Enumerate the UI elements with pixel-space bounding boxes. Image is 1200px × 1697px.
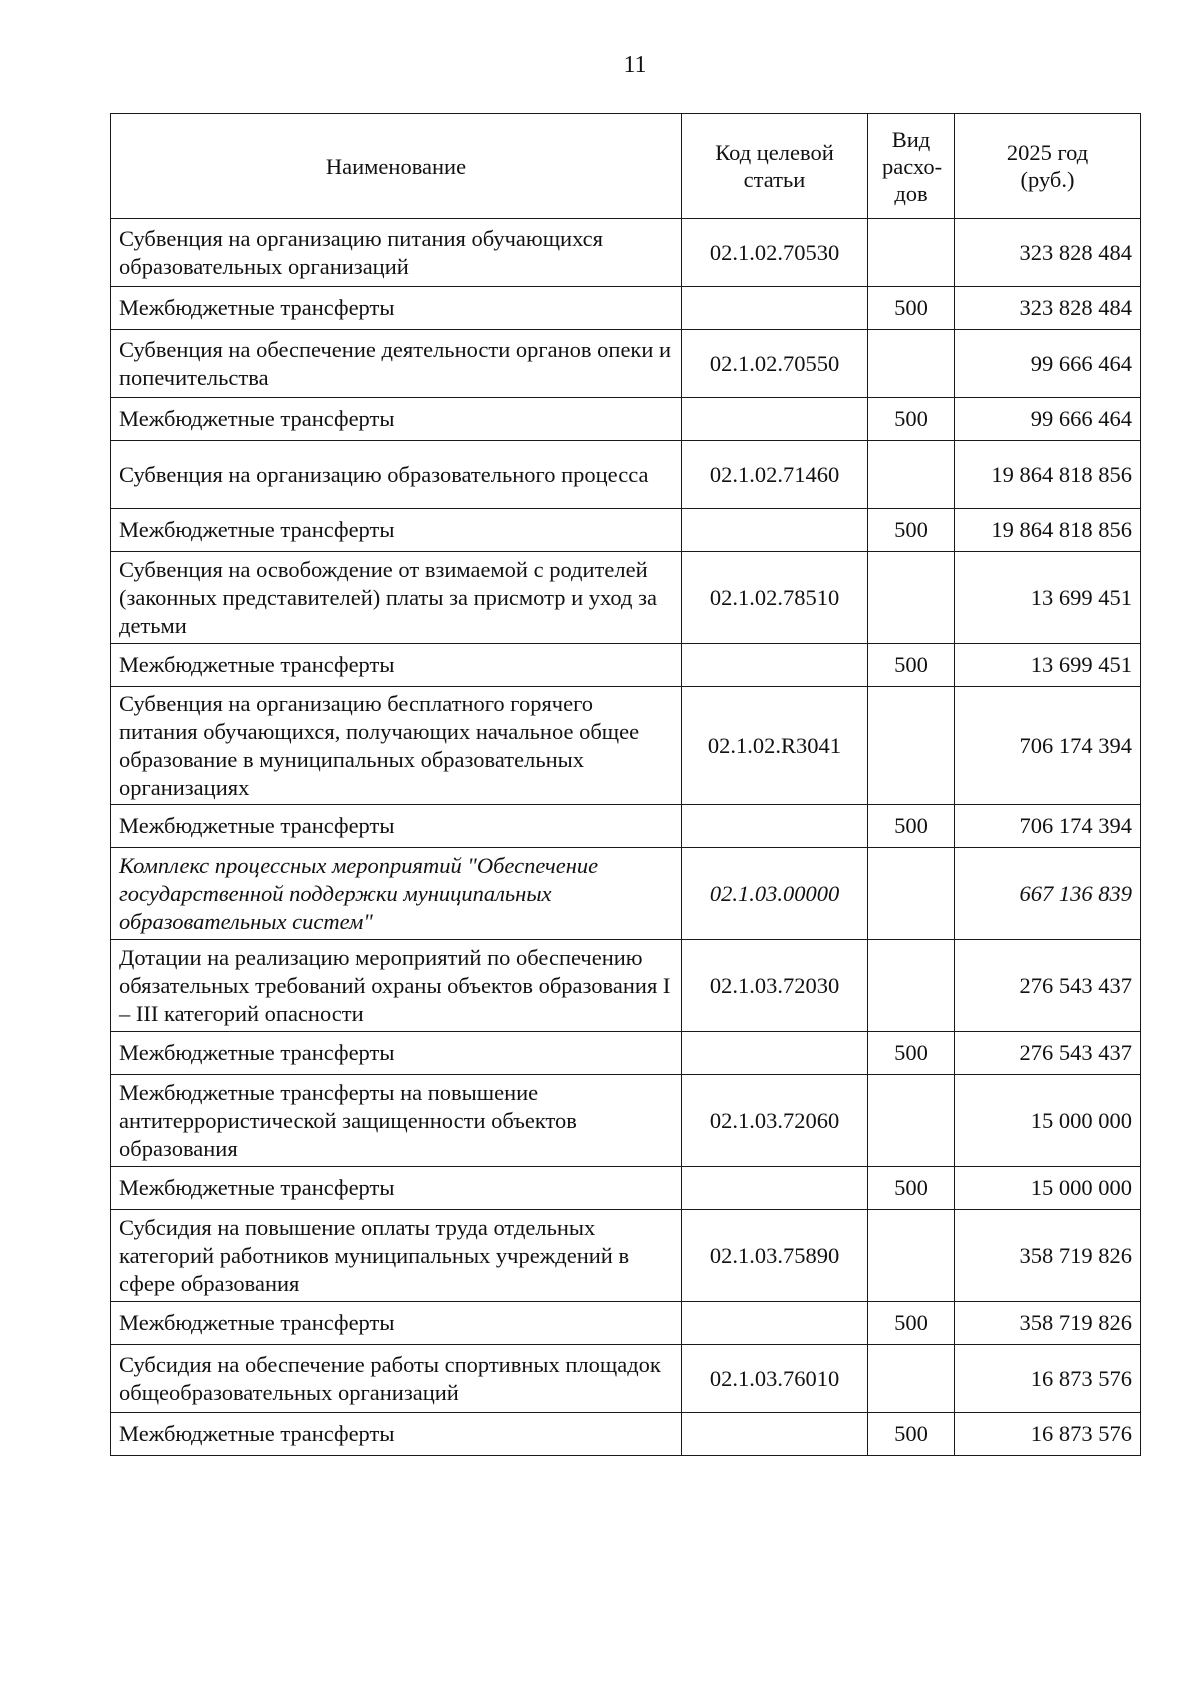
- row-amount-cell: 13 699 451: [955, 644, 1141, 687]
- row-amount-cell: 276 543 437: [955, 940, 1141, 1032]
- row-code-cell: [682, 644, 868, 687]
- table-row: [111, 805, 1141, 848]
- row-name-cell: Межбюджетные трансферты: [111, 1413, 682, 1456]
- row-name-cell: Субвенция на организацию образовательного процесса: [111, 441, 682, 509]
- table-row: [111, 1167, 1141, 1210]
- row-type-cell: 500: [868, 287, 955, 330]
- table-row: [111, 509, 1141, 552]
- page-number: 11: [623, 52, 647, 78]
- row-type-cell: 500: [868, 805, 955, 848]
- row-name-cell: Субсидия на обеспечение работы спортивных площадок общеобразовательных организаций: [111, 1345, 682, 1413]
- row-type-cell: [868, 848, 955, 940]
- row-type-cell: [868, 219, 955, 287]
- row-amount-cell: 358 719 826: [955, 1302, 1141, 1345]
- row-amount-cell: 15 000 000: [955, 1167, 1141, 1210]
- row-name-cell: Межбюджетные трансферты: [111, 287, 682, 330]
- row-type-cell: [868, 1210, 955, 1302]
- header-type: Вид расхо-дов: [868, 114, 955, 219]
- row-amount-cell: 99 666 464: [955, 330, 1141, 398]
- row-amount-cell: 706 174 394: [955, 805, 1141, 848]
- row-name-cell: Межбюджетные трансферты: [111, 644, 682, 687]
- row-code-cell: 02.1.02.78510: [682, 552, 868, 644]
- row-type-cell: 500: [868, 509, 955, 552]
- table-row: [111, 848, 1141, 940]
- row-amount-cell: 15 000 000: [955, 1075, 1141, 1167]
- header-code: Код целевой статьи: [682, 114, 868, 219]
- row-name-cell: Межбюджетные трансферты: [111, 1167, 682, 1210]
- budget-table: [110, 113, 1141, 1456]
- row-amount-cell: 16 873 576: [955, 1345, 1141, 1413]
- row-code-cell: [682, 1302, 868, 1345]
- header-name: Наименование: [111, 114, 682, 219]
- row-type-cell: [868, 330, 955, 398]
- row-code-cell: 02.1.03.75890: [682, 1210, 868, 1302]
- row-code-cell: 02.1.02.R3041: [682, 687, 868, 805]
- row-code-cell: 02.1.03.76010: [682, 1345, 868, 1413]
- row-name-cell: Межбюджетные трансферты на повышение антитеррористической защищенности объектов образования: [111, 1075, 682, 1167]
- table-row: [111, 398, 1141, 441]
- row-name-cell: Дотации на реализацию мероприятий по обеспечению обязательных требований охраны объектов образования I – III категорий опасности: [111, 940, 682, 1032]
- row-code-cell: 02.1.03.72060: [682, 1075, 868, 1167]
- row-type-cell: 500: [868, 1413, 955, 1456]
- row-code-cell: 02.1.03.72030: [682, 940, 868, 1032]
- row-type-cell: 500: [868, 644, 955, 687]
- row-amount-cell: 99 666 464: [955, 398, 1141, 441]
- table-row: [111, 441, 1141, 509]
- row-amount-cell: 19 864 818 856: [955, 441, 1141, 509]
- row-name-cell: Субвенция на организацию питания обучающихся образовательных организаций: [111, 219, 682, 287]
- row-type-cell: [868, 441, 955, 509]
- row-name-cell: Субсидия на повышение оплаты труда отдельных категорий работников муниципальных учреждений в сфере образования: [111, 1210, 682, 1302]
- row-amount-cell: 323 828 484: [955, 287, 1141, 330]
- row-amount-cell: 276 543 437: [955, 1032, 1141, 1075]
- row-code-cell: 02.1.02.70550: [682, 330, 868, 398]
- row-name-cell: Межбюджетные трансферты: [111, 1302, 682, 1345]
- row-code-cell: 02.1.02.71460: [682, 441, 868, 509]
- table-row: [111, 1032, 1141, 1075]
- row-type-cell: 500: [868, 1167, 955, 1210]
- row-amount-cell: 667 136 839: [955, 848, 1141, 940]
- row-code-cell: [682, 1167, 868, 1210]
- header-amount: 2025 год (руб.): [955, 114, 1141, 219]
- row-type-cell: [868, 940, 955, 1032]
- table-row: [111, 1413, 1141, 1456]
- table-row: [111, 552, 1141, 644]
- row-amount-cell: 323 828 484: [955, 219, 1141, 287]
- row-type-cell: [868, 687, 955, 805]
- row-type-cell: [868, 1345, 955, 1413]
- row-code-cell: [682, 805, 868, 848]
- row-code-cell: [682, 1413, 868, 1456]
- row-amount-cell: 16 873 576: [955, 1413, 1141, 1456]
- row-name-cell: Межбюджетные трансферты: [111, 1032, 682, 1075]
- row-amount-cell: 19 864 818 856: [955, 509, 1141, 552]
- row-name-cell: Межбюджетные трансферты: [111, 805, 682, 848]
- row-name-cell: Комплекс процессных мероприятий "Обеспечение государственной поддержки муниципальных образовательных систем": [111, 848, 682, 940]
- table-row: [111, 940, 1141, 1032]
- row-type-cell: [868, 552, 955, 644]
- table-header-row: [111, 114, 1141, 219]
- row-amount-cell: 706 174 394: [955, 687, 1141, 805]
- row-type-cell: 500: [868, 398, 955, 441]
- table-row: [111, 330, 1141, 398]
- row-code-cell: [682, 509, 868, 552]
- row-code-cell: [682, 287, 868, 330]
- table-row: [111, 1210, 1141, 1302]
- row-type-cell: 500: [868, 1302, 955, 1345]
- row-type-cell: 500: [868, 1032, 955, 1075]
- row-amount-cell: 13 699 451: [955, 552, 1141, 644]
- table-row: [111, 687, 1141, 805]
- row-name-cell: Субвенция на освобождение от взимаемой с родителей (законных представителей) платы за присмотр и уход за детьми: [111, 552, 682, 644]
- table-row: [111, 1345, 1141, 1413]
- row-amount-cell: 358 719 826: [955, 1210, 1141, 1302]
- row-code-cell: [682, 1032, 868, 1075]
- row-name-cell: Межбюджетные трансферты: [111, 398, 682, 441]
- row-code-cell: [682, 398, 868, 441]
- row-name-cell: Субвенция на обеспечение деятельности органов опеки и попечительства: [111, 330, 682, 398]
- row-type-cell: [868, 1075, 955, 1167]
- table-row: [111, 644, 1141, 687]
- table-body: [111, 219, 1141, 1456]
- row-code-cell: 02.1.03.00000: [682, 848, 868, 940]
- table-row: [111, 1075, 1141, 1167]
- table-row: [111, 1302, 1141, 1345]
- row-code-cell: 02.1.02.70530: [682, 219, 868, 287]
- row-name-cell: Субвенция на организацию бесплатного горячего питания обучающихся, получающих начальное общее образование в муниципальных образовательных организациях: [111, 687, 682, 805]
- table-row: [111, 287, 1141, 330]
- row-name-cell: Межбюджетные трансферты: [111, 509, 682, 552]
- table-row: [111, 219, 1141, 287]
